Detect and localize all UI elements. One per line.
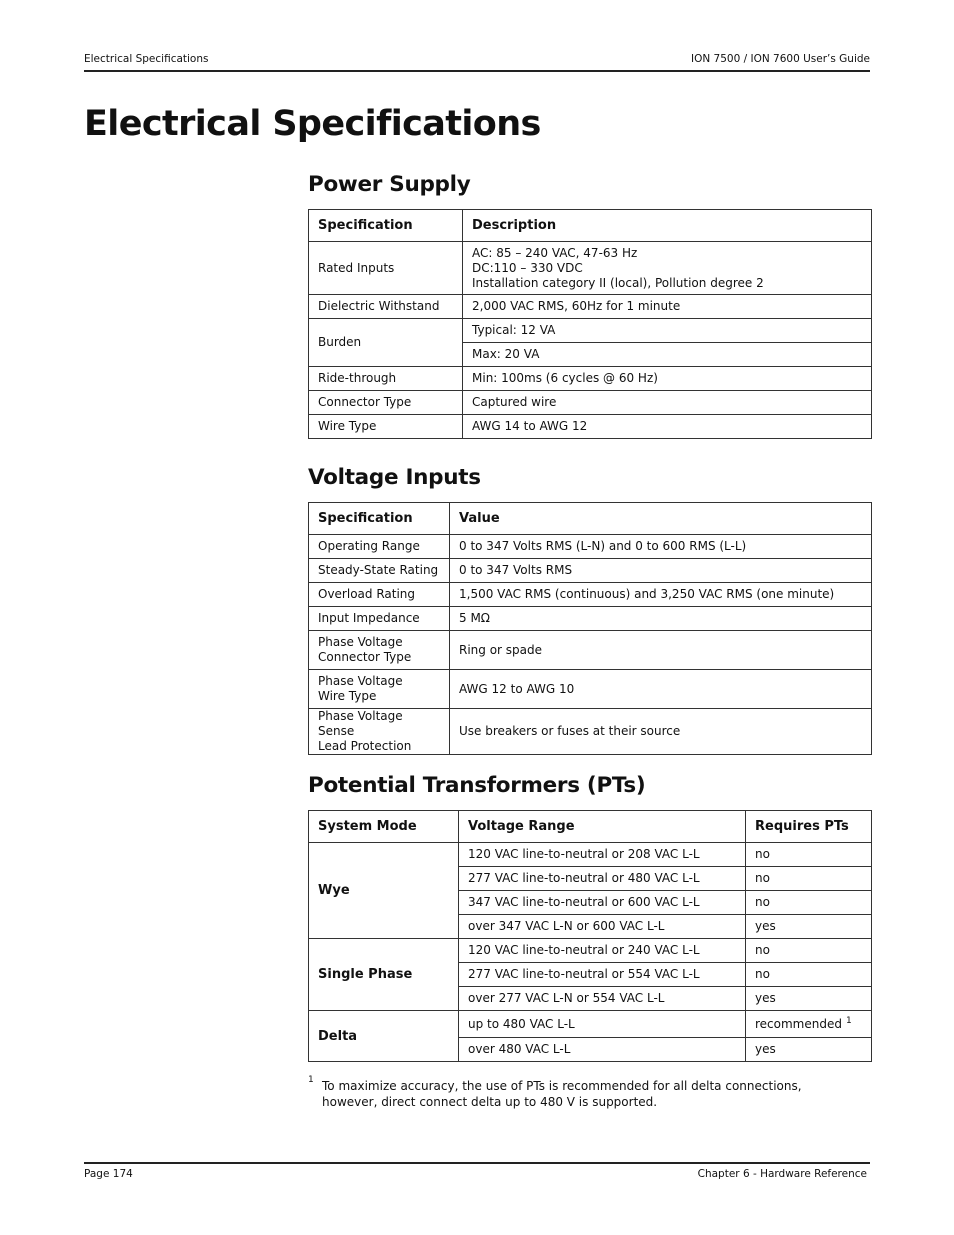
table-row	[309, 843, 872, 867]
table-row	[309, 295, 872, 319]
spec-value: 2,000 VAC RMS, 60Hz for 1 minute	[463, 295, 872, 319]
rated-inputs-category: Installation category II (local), Pollution degree 2	[472, 275, 764, 290]
column-header-description: Description	[463, 210, 872, 242]
requires-pts-cell: no	[746, 963, 872, 987]
pts-heading: Potential Transformers (PTs)	[308, 773, 646, 798]
table-row	[309, 367, 872, 391]
spec-label: Ride-through	[309, 367, 463, 391]
voltage-range-cell: 120 VAC line-to-neutral or 240 VAC L-L	[459, 939, 746, 963]
power-supply-heading: Power Supply	[308, 172, 471, 197]
column-header-voltage-range: Voltage Range	[459, 811, 746, 843]
table-header-row	[309, 503, 872, 535]
spec-label: Input Impedance	[309, 607, 450, 631]
spec-label: Phase Voltage Connector Type	[309, 631, 450, 670]
spec-label: Rated Inputs	[309, 242, 463, 295]
spec-label: Connector Type	[309, 391, 463, 415]
footnote-text: To maximize accuracy, the use of PTs is recommended for all delta connections, however, direct connect delta up to 480 V is supported.	[322, 1079, 802, 1109]
table-header-row	[309, 811, 872, 843]
spec-value: 0 to 347 Volts RMS (L-N) and 0 to 600 RMS (L-L)	[450, 535, 872, 559]
spec-value: Use breakers or fuses at their source	[450, 709, 872, 755]
spec-value: Max: 20 VA	[463, 343, 872, 367]
spec-value: Ring or spade	[450, 631, 872, 670]
page-number: Page 174	[84, 1168, 133, 1180]
spec-label: Dielectric Withstand	[309, 295, 463, 319]
footer-rule	[84, 1162, 870, 1164]
voltage-range-cell: over 480 VAC L-L	[459, 1038, 746, 1062]
rated-inputs-ac: AC: 85 – 240 VAC, 47-63 Hz	[472, 245, 638, 260]
spec-label: Steady-State Rating	[309, 559, 450, 583]
column-header-system-mode: System Mode	[309, 811, 459, 843]
spec-label: Overload Rating	[309, 583, 450, 607]
spec-value: Typical: 12 VA	[463, 319, 872, 343]
running-header	[84, 52, 870, 66]
table-row	[309, 583, 872, 607]
header-section-title: Electrical Specifications	[84, 53, 209, 65]
column-header-specification: Specification	[309, 503, 450, 535]
spec-value: Min: 100ms (6 cycles @ 60 Hz)	[463, 367, 872, 391]
spec-label: Burden	[309, 319, 463, 367]
requires-pts-cell: yes	[746, 987, 872, 1011]
voltage-range-cell: 277 VAC line-to-neutral or 480 VAC L-L	[459, 867, 746, 891]
system-mode-wye: Wye	[309, 843, 459, 939]
page-title: Electrical Specifications	[84, 104, 541, 144]
spec-value: 1,500 VAC RMS (continuous) and 3,250 VAC RMS (one minute)	[450, 583, 872, 607]
footnote-reference: 1	[845, 1015, 852, 1026]
column-header-value: Value	[450, 503, 872, 535]
spec-label: Phase Voltage Sense Lead Protection	[309, 709, 450, 755]
footnote-mark: 1	[308, 1075, 314, 1085]
table-row	[309, 391, 872, 415]
voltage-range-cell: over 347 VAC L-N or 600 VAC L-L	[459, 915, 746, 939]
spec-value: AWG 12 to AWG 10	[450, 670, 872, 709]
requires-pts-cell	[746, 1011, 872, 1038]
requires-pts-cell: yes	[746, 1038, 872, 1062]
voltage-range-cell: 277 VAC line-to-neutral or 554 VAC L-L	[459, 963, 746, 987]
power-supply-table	[308, 209, 872, 439]
table-row	[309, 709, 872, 755]
voltage-inputs-table	[308, 502, 872, 755]
table-row	[309, 631, 872, 670]
table-row	[309, 670, 872, 709]
voltage-range-cell: over 277 VAC L-N or 554 VAC L-L	[459, 987, 746, 1011]
header-document-title: ION 7500 / ION 7600 User’s Guide	[690, 53, 870, 65]
table-row	[309, 535, 872, 559]
footnote	[308, 1075, 853, 1110]
spec-label: Operating Range	[309, 535, 450, 559]
column-header-specification: Specification	[309, 210, 463, 242]
chapter-title: Chapter 6 - Hardware Reference	[697, 1168, 867, 1180]
table-header-row	[309, 210, 872, 242]
table-row	[309, 319, 872, 343]
table-row	[309, 559, 872, 583]
table-row	[309, 607, 872, 631]
header-rule	[84, 70, 870, 72]
voltage-range-cell: 347 VAC line-to-neutral or 600 VAC L-L	[459, 891, 746, 915]
voltage-range-cell: up to 480 VAC L-L	[459, 1011, 746, 1038]
table-row	[309, 242, 872, 295]
requires-pts-cell: no	[746, 843, 872, 867]
rated-inputs-dc: DC:110 – 330 VDC	[472, 260, 583, 275]
running-footer	[84, 1167, 870, 1181]
spec-value: 5 MΩ	[450, 607, 872, 631]
column-header-requires-pts: Requires PTs	[746, 811, 872, 843]
voltage-inputs-heading: Voltage Inputs	[308, 465, 481, 490]
system-mode-single-phase: Single Phase	[309, 939, 459, 1011]
requires-pts-value: recommended	[755, 1016, 842, 1031]
table-row	[309, 1011, 872, 1038]
requires-pts-cell: no	[746, 891, 872, 915]
system-mode-delta: Delta	[309, 1011, 459, 1062]
pts-table	[308, 810, 872, 1062]
table-row	[309, 415, 872, 439]
spec-value	[463, 242, 872, 295]
requires-pts-cell: no	[746, 939, 872, 963]
voltage-range-cell: 120 VAC line-to-neutral or 208 VAC L-L	[459, 843, 746, 867]
spec-label: Phase Voltage Wire Type	[309, 670, 450, 709]
requires-pts-cell: yes	[746, 915, 872, 939]
spec-label: Wire Type	[309, 415, 463, 439]
spec-value: AWG 14 to AWG 12	[463, 415, 872, 439]
requires-pts-cell: no	[746, 867, 872, 891]
spec-value: Captured wire	[463, 391, 872, 415]
spec-value: 0 to 347 Volts RMS	[450, 559, 872, 583]
table-row	[309, 939, 872, 963]
